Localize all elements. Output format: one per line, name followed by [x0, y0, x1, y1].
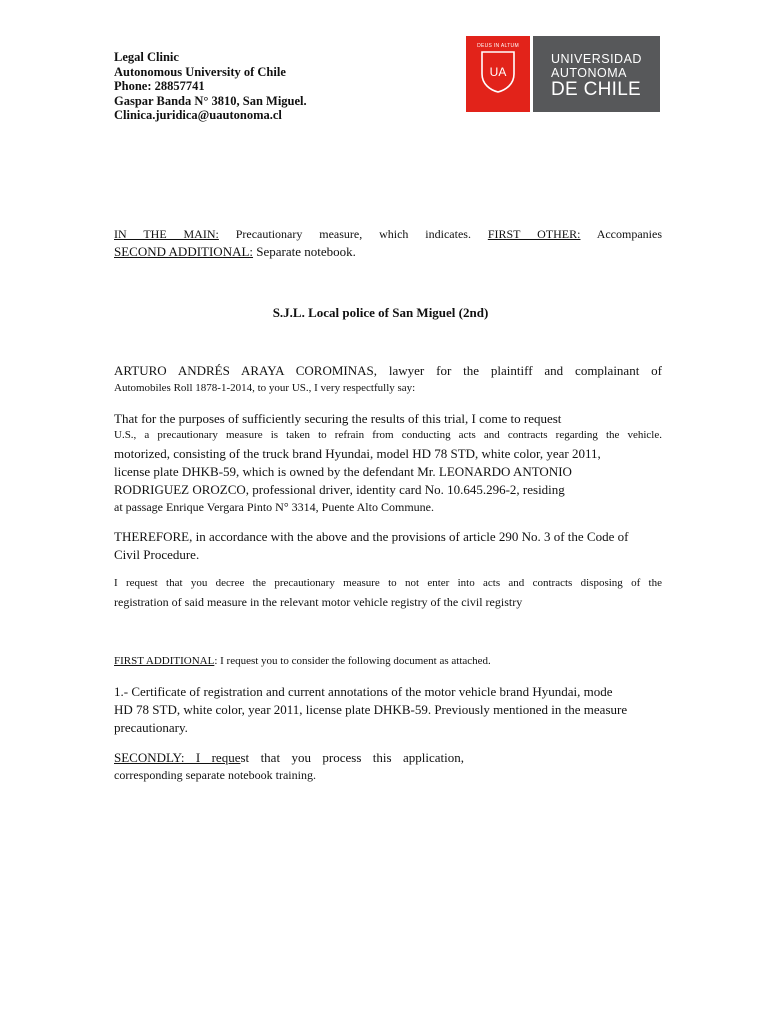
intro-line-2: Automobiles Roll 1878-1-2014, to your US., I very respectfully say: [114, 382, 416, 394]
logo-monogram: UA [489, 65, 507, 79]
second-additional-text: Separate notebook. [253, 244, 356, 259]
second-additional-label: SECOND ADDITIONAL: [114, 244, 254, 259]
main-text: Precautionary measure, which indicates. [218, 227, 488, 241]
lawyer-name: ARTURO ANDRÉS ARAYA COROMINAS, [114, 363, 377, 378]
body-line-4: license plate DHKB-59, which is owned by the defendant Mr. LEONARDO ANTONIO [114, 464, 572, 479]
item-1-line-2: HD 78 STD, white color, year 2011, license plate DHKB-59. Previously mentioned in the measure [114, 702, 628, 717]
first-other-label: FIRST OTHER: [487, 227, 581, 241]
header-line-1 [114, 227, 662, 242]
request-line-2: registration of said measure in the relevant motor vehicle registry of the civil registry [114, 595, 523, 609]
main-label: IN THE MAIN: [114, 227, 219, 241]
first-additional-label: FIRST ADDITIONAL [114, 655, 215, 667]
body-line-3: motorized, consisting of the truck brand Hyundai, model HD 78 STD, white color, year 2011, [114, 446, 601, 461]
sender-phone: Phone: 28857741 [114, 79, 205, 93]
body-line-6: at passage Enrique Vergara Pinto N° 3314, Puente Alto Commune. [114, 500, 434, 514]
item-1-line-1: 1.- Certificate of registration and current annotations of the motor vehicle brand Hyundai, mode [114, 684, 613, 699]
sender-email: Clinica.juridica@uautonoma.cl [114, 108, 282, 122]
body-line-5: RODRIGUEZ OROZCO, professional driver, identity card No. 10.645.296-2, residing [114, 482, 565, 497]
item-1-line-3: precautionary. [114, 720, 188, 735]
body-line-2: U.S., a precautionary measure is taken to refrain from conducting acts and contracts regarding the vehicle. [114, 429, 662, 441]
header-line-2 [114, 244, 662, 260]
therefore-line-2: Civil Procedure. [114, 547, 200, 562]
request-line-1: I request that you decree the precautionary measure to not enter into acts and contracts disposing of the [114, 577, 662, 589]
intro-line-1-rest: lawyer for the plaintiff and complainant of [377, 363, 663, 378]
body-line-1: That for the purposes of sufficiently securing the results of this trial, I come to request [114, 411, 562, 426]
sender-block [114, 50, 307, 123]
logo-line-1: UNIVERSIDAD [551, 52, 642, 66]
logo-line-3: DE CHILE [551, 79, 642, 100]
logo-motto: DEUS IN ALTUM [477, 43, 519, 49]
intro-line-1 [114, 363, 662, 379]
secondly-text: st that you process this application, [240, 750, 464, 765]
logo-emblem [466, 36, 530, 112]
sender-university: Autonomous University of Chile [114, 64, 286, 79]
therefore-line-1: THEREFORE, in accordance with the above and the provisions of article 290 No. 3 of the Code of [114, 529, 629, 544]
logo-line-2: AUTONOMA [551, 66, 627, 80]
logo-wordmark [533, 36, 660, 112]
court-title: S.J.L. Local police of San Miguel (2nd) [272, 305, 489, 320]
first-additional-line [114, 655, 662, 667]
secondly-label: SECONDLY: I reque [114, 750, 241, 765]
sender-address: Gaspar Banda N° 3810, San Miguel. [114, 93, 307, 108]
secondly-line-2: corresponding separate notebook training. [114, 768, 316, 782]
first-additional-text: : I request you to consider the following document as attached. [214, 655, 491, 667]
sender-name: Legal Clinic [114, 50, 179, 64]
university-logo [466, 36, 660, 112]
first-other-text: Accompanies [580, 227, 663, 241]
secondly-line-1 [114, 750, 464, 766]
